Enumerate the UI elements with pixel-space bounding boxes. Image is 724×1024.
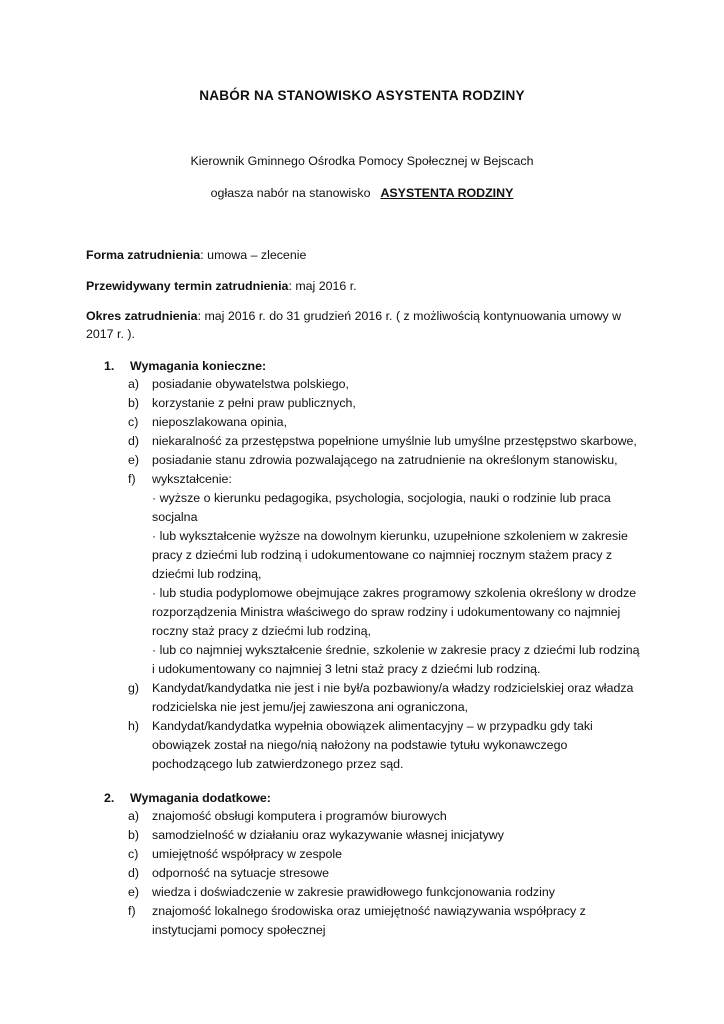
list-item — [104, 864, 644, 883]
announcement-text: ogłasza nabór na stanowisko — [210, 186, 371, 200]
list-item — [104, 807, 644, 826]
employment-start — [86, 277, 646, 295]
list-item — [104, 717, 644, 774]
required-qualifications — [104, 357, 644, 774]
list-item-text: korzystanie z pełni praw publicznych, — [152, 396, 356, 410]
list-marker: g) — [128, 681, 140, 695]
list-item-text: posiadanie obywatelstwa polskiego, — [152, 377, 349, 391]
list-marker: a) — [128, 377, 140, 391]
section-heading — [104, 789, 644, 807]
employment-period-value: : maj 2016 r. do 31 grudzień 2016 r. ( z możliwością kontynuowania umowy w 2017 r. ). — [86, 309, 622, 341]
requirement-list — [104, 807, 644, 940]
list-item — [104, 883, 644, 902]
section-title: Wymagania konieczne: — [130, 359, 267, 373]
list-marker: c) — [128, 847, 139, 861]
list-item-text: posiadanie stanu zdrowia pozwalającego na zatrudnienie na określonym stanowisku, — [152, 453, 618, 467]
list-marker: e) — [128, 453, 140, 467]
list-item — [104, 826, 644, 845]
list-item — [104, 902, 644, 940]
list-item-text: Kandydat/kandydatka wypełnia obowiązek alimentacyjny – w przypadku gdy taki obowiązek został na niego/nią nałożony na podstawie tytułu wykonawczego pochodzącego lub zatwierdzonego przez sąd. — [152, 719, 593, 771]
employment-period-label: Okres zatrudnienia — [86, 309, 198, 323]
section-heading — [104, 357, 644, 375]
announcer-line: Kierownik Gminnego Ośrodka Pomocy Społecznej w Bejscach — [190, 154, 534, 168]
list-item — [104, 470, 644, 679]
list-item-text: znajomość lokalnego środowiska oraz umiejętność nawiązywania współpracy z instytucjami pomocy społecznej — [152, 904, 586, 937]
announcement-line — [0, 186, 724, 200]
list-item-text: wykształcenie: — [152, 472, 232, 486]
list-item-text: znajomość obsługi komputera i programów biurowych — [152, 809, 447, 823]
list-item-text: wiedza i doświadczenie w zakresie prawidłowego funkcjonowania rodziny — [152, 885, 555, 899]
employment-form-value: : umowa – zlecenie — [200, 248, 307, 262]
list-item — [104, 451, 644, 470]
list-item — [104, 394, 644, 413]
list-marker: f) — [128, 472, 136, 486]
list-marker: d) — [128, 434, 140, 448]
list-item — [104, 845, 644, 864]
list-marker: f) — [128, 904, 136, 918]
list-item — [104, 432, 644, 451]
list-marker: h) — [128, 719, 140, 733]
list-item — [104, 679, 644, 717]
list-marker: b) — [128, 828, 140, 842]
list-item-text: umiejętność współpracy w zespole — [152, 847, 343, 861]
list-item-text: odporność na sytuacje stresowe — [152, 866, 330, 880]
additional-qualifications — [104, 789, 644, 940]
list-item — [104, 413, 644, 432]
list-marker: e) — [128, 885, 140, 899]
position-name: ASYSTENTA RODZINY — [380, 186, 514, 200]
list-marker: b) — [128, 396, 140, 410]
employment-form — [86, 246, 646, 264]
education-option: · lub co najmniej wykształcenie średnie, szkolenie w zakresie pracy z dziećmi lub rodziną i udokumentowany co najmniej 3 letni staż pracy z dziećmi lub rodziną. — [152, 643, 640, 676]
education-option: · wyższe o kierunku pedagogika, psychologia, socjologia, nauki o rodzinie lub praca socjalna — [152, 491, 611, 524]
list-item-text: samodzielność w działaniu oraz wykazywanie własnej inicjatywy — [152, 828, 504, 842]
education-option: · lub studia podyplomowe obejmujące zakres programowy szkolenia określony w drodze rozporządzenia Ministra właściwego do spraw rodziny i udokumentowany co najmniej roczny staż pracy z dziećmi lub rodziną, — [152, 586, 637, 638]
section-number: 1. — [104, 359, 115, 373]
document-title: NABÓR NA STANOWISKO ASYSTENTA RODZINY — [199, 88, 525, 103]
list-marker: d) — [128, 866, 140, 880]
employment-form-label: Forma zatrudnienia — [86, 248, 201, 262]
list-item-text: nieposzlakowana opinia, — [152, 415, 288, 429]
list-item-text: niekaralność za przestępstwa popełnione umyślnie lub umyślne przestępstwo skarbowe, — [152, 434, 637, 448]
list-item — [104, 375, 644, 394]
employment-start-label: Przewidywany termin zatrudnienia — [86, 279, 289, 293]
section-number: 2. — [104, 791, 115, 805]
employment-start-value: : maj 2016 r. — [288, 279, 357, 293]
section-title: Wymagania dodatkowe: — [130, 791, 271, 805]
education-option: · lub wykształcenie wyższe na dowolnym kierunku, uzupełnione szkoleniem w zakresie pracy z dziećmi lub rodziną i udokumentowane co najmniej rocznym stażem pracy z dziećmi lub rodziną, — [152, 529, 628, 581]
list-marker: c) — [128, 415, 139, 429]
list-item-text: Kandydat/kandydatka nie jest i nie był/a pozbawiony/a władzy rodzicielskiej oraz władza rodzicielska nie jest jemu/jej zawieszona ani ograniczona, — [152, 681, 634, 714]
requirement-list — [104, 375, 644, 774]
employment-period — [86, 307, 646, 343]
list-marker: a) — [128, 809, 140, 823]
